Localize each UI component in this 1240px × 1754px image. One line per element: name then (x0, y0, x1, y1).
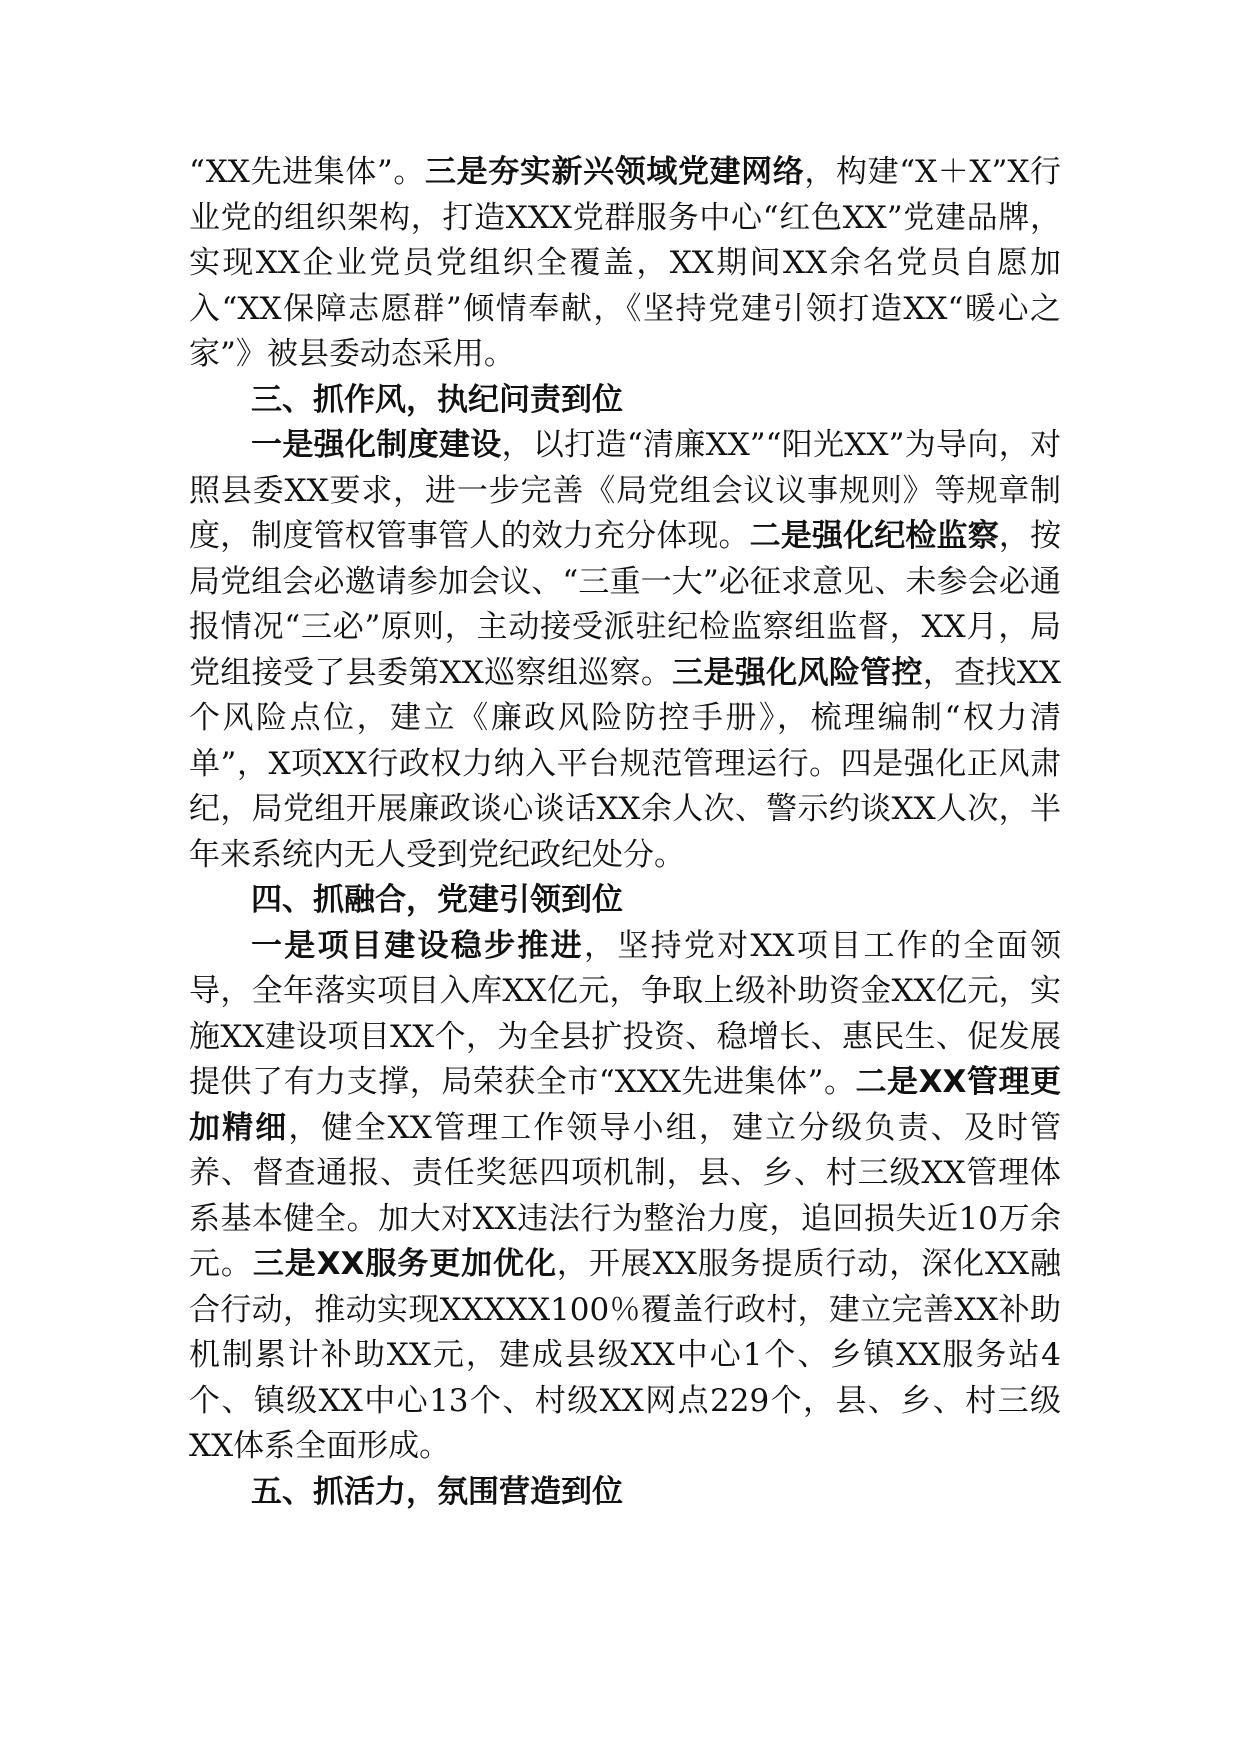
key-point: 三是XX服务更加优化 (252, 1246, 557, 1282)
paragraph-discipline: 一是强化制度建设，以打造“清廉XX”“阳光XX”为导向，对照县委XX要求，进一步完善《局党组会议议事规则》等规章制度，制度管权管事管人的效力充分体现。二是强化纪检监察，按局党组会必邀请参加会议、“三重一大”必征求意见、未参会必通报情况“三必”原则，主动接受派驻纪检监察组监督，XX月，局党组接受了县委第XX巡察组巡察。三是强化风险管控，查找XX个风险点位，建立《廉政风险防控手册》，梳理编制“权力清单”，X项XX行政权力纳入平台规范管理运行。四是强化正风肃纪，局党组开展廉政谈心谈话XX余人次、警示约谈XX人次，半年来系统内无人受到党纪政纪处分。 (189, 427, 1062, 873)
section-heading-3: 三、抓作风，执纪问责到位 (251, 381, 623, 418)
key-point: 三是强化风险管控 (672, 654, 923, 691)
key-point: 一是强化制度建设 (251, 427, 502, 463)
section-heading-5: 五、抓活力，氛围营造到位 (251, 1473, 623, 1510)
section-heading-4: 四、抓融合，党建引领到位 (251, 882, 623, 918)
paragraph-party-network: “XX先进集体”。三是夯实新兴领域党建网络，构建“X＋X”X行业党的组织架构，打造XXX党群服务中心“红色XX”党建品牌，实现XX企业党员党组织全覆盖，XX期间XX余名党员自愿加入“XX保障志愿群”倾情奉献，《坚持党建引领打造XX“暖心之家”》被县委动态采用。 (189, 154, 1062, 372)
key-point: 二是XX管理更加精细 (189, 1064, 1061, 1146)
key-point: 一是项目建设稳步推进 (251, 927, 584, 964)
key-point: 二是强化纪检监察 (749, 518, 999, 554)
document-body (189, 150, 1061, 1515)
paragraph-integration: 一是项目建设稳步推进，坚持党对XX项目工作的全面领导，全年落实项目入库XX亿元，争取上级补助资金XX亿元，实施XX建设项目XX个，为全县扩投资、稳增长、惠民生、促发展提供了有力支撑，局荣获全市“XXX先进集体”。二是XX管理更加精细，健全XX管理工作领导小组，建立分级负责、及时管养、督查通报、责任奖惩四项机制，县、乡、村三级XX管理体系基本健全。加大对XX违法行为整治力度，追回损失近10万余元。三是XX服务更加优化，开展XX服务提质行动，深化XX融合行动，推动实现XXXXX100％覆盖行政村，建立完善XX补助机制累计补助XX元，建成县级XX中心1个、乡镇XX服务站4个、镇级XX中心13个、村级XX网点229个，县、乡、村三级XX体系全面形成。 (189, 927, 1062, 1464)
key-point: 三是夯实新兴领域党建网络 (425, 154, 805, 190)
